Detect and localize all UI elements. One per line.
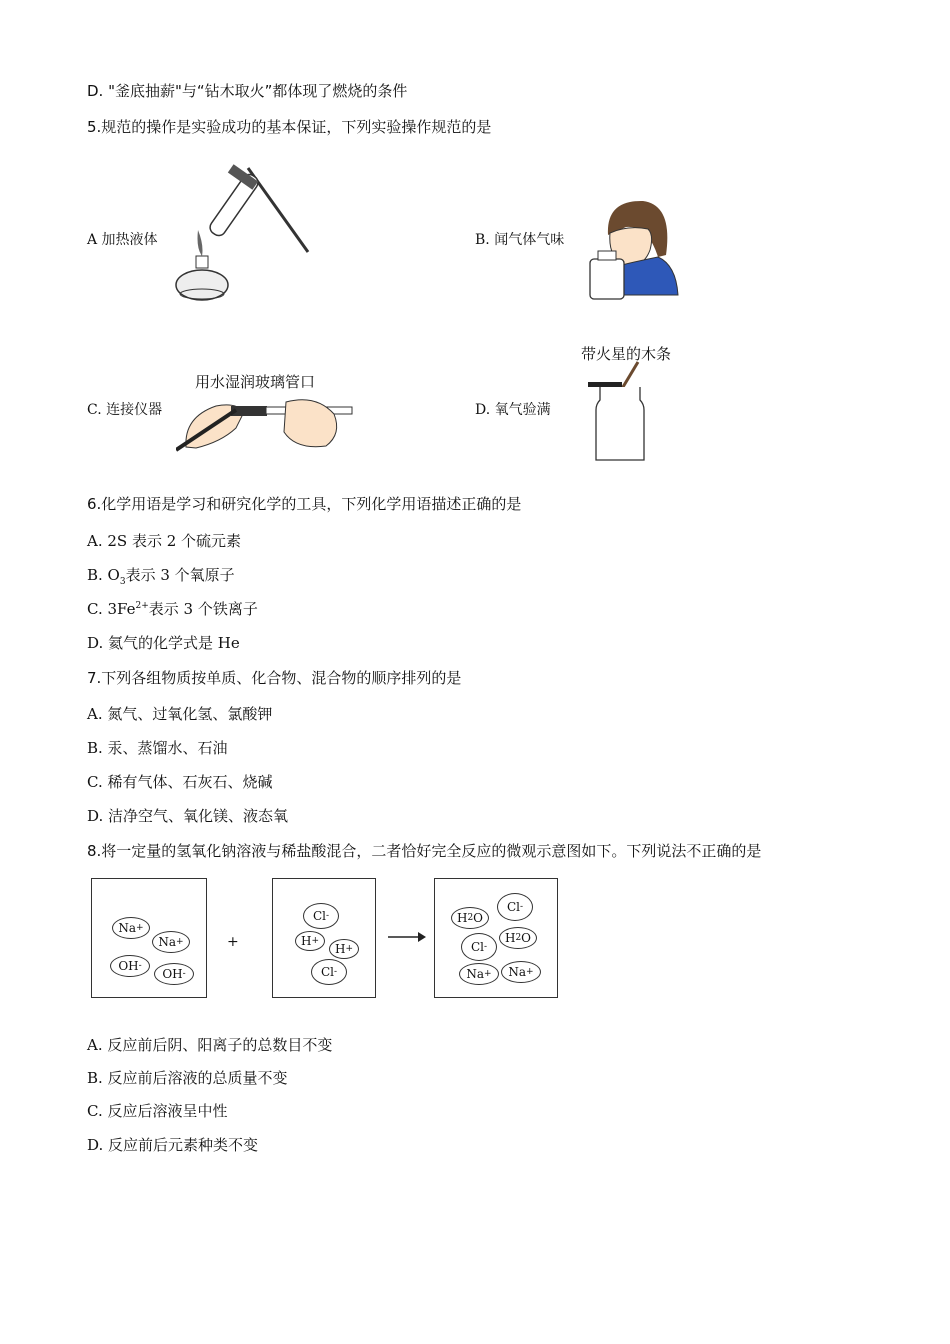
smelling-gas-figure [588,195,683,305]
q5-option-d-caption: 带火星的木条 [581,345,672,363]
ion-circle: Na + [152,931,190,953]
q6-option-d: D. 氦气的化学式是 He [87,634,240,652]
plus-sign: + [227,934,239,950]
q6-option-b: B. $O_3$表示 3 个氧原子 [87,566,235,587]
q6-option-a: A. 2S 表示 2 个硫元素 [87,532,242,550]
product-box [434,878,558,998]
q7-option-b: B. 汞、蒸馏水、石油 [87,739,228,757]
ion-circle: OH - [110,955,150,977]
q8-option-c: C. 反应后溶液呈中性 [87,1102,228,1120]
q7-option-c: C. 稀有气体、石灰石、烧碱 [87,773,273,791]
q5-option-c-label: C. 连接仪器 [87,402,163,418]
q5-option-b-label: B. 闻气体气味 [475,232,565,248]
ion-circle: H 2 O [499,927,537,949]
hcl-solution-box [272,878,376,998]
ion-circle: Cl - [311,959,347,985]
q8-option-d: D. 反应前后元素种类不变 [87,1136,259,1154]
q8-option-a: A. 反应前后阴、阳离子的总数目不变 [87,1036,333,1054]
ion-circle: Cl - [303,903,339,929]
reaction-arrow [388,930,428,944]
ion-circle: Na + [459,963,499,985]
ion-circle: H + [329,939,359,959]
q7-option-d: D. 洁净空气、氧化镁、液态氧 [87,807,289,825]
q5-option-d-label: D. 氧气验满 [475,402,551,418]
naoh-solution-box [91,878,207,998]
ion-circle: Na + [112,917,150,939]
q5-stem: 5.规范的操作是实验成功的基本保证，下列实验操作规范的是 [87,118,492,136]
ion-circle: Cl - [461,933,497,961]
ion-circle: H + [295,931,325,951]
q6-option-c: C. $3Fe^{2+}$表示 3 个铁离子 [87,600,258,618]
q8-option-b: B. 反应前后溶液的总质量不变 [87,1069,288,1087]
q6-stem: 6.化学用语是学习和研究化学的工具，下列化学用语描述正确的是 [87,495,522,513]
heating-liquid-figure [168,160,313,305]
ion-circle: OH - [154,963,194,985]
oxygen-test-figure [588,360,658,462]
q5-option-c-caption: 用水湿润玻璃管口 [195,373,316,391]
q7-option-a: A. 氮气、过氧化氢、氯酸钾 [87,705,273,723]
ion-circle: H 2 O [451,907,489,929]
q5-option-a-label: A 加热液体 [87,232,158,248]
ion-circle: Na + [501,961,541,983]
connecting-apparatus-figure [176,392,356,452]
ion-circle: Cl - [497,893,533,921]
q4-option-d: D. "釜底抽薪"与“钻木取火”都体现了燃烧的条件 [87,82,408,100]
q7-stem: 7.下列各组物质按单质、化合物、混合物的顺序排列的是 [87,669,462,687]
q8-stem: 8.将一定量的氢氧化钠溶液与稀盐酸混合，二者恰好完全反应的微观示意图如下。下列说法不正确的是 [87,842,762,860]
